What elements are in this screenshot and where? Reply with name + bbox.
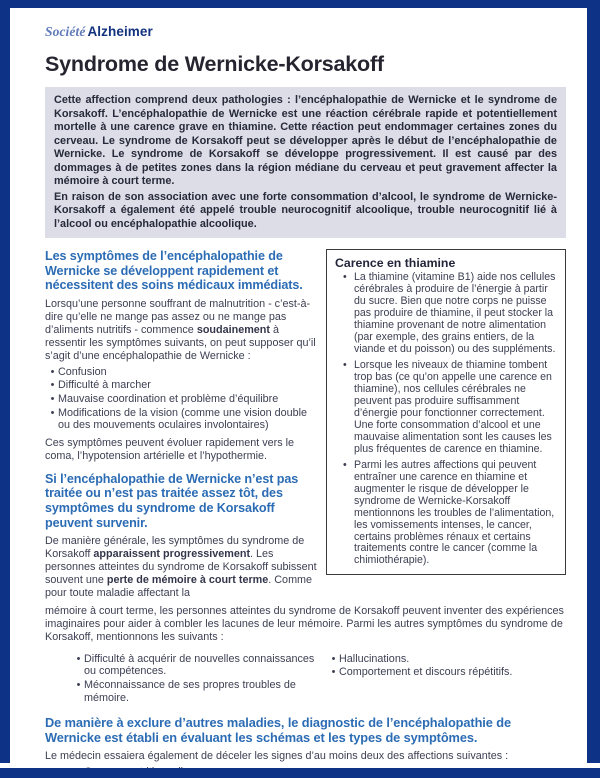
text-segment: . Comme pour toute maladie affectant la <box>45 573 313 599</box>
symptom-column-left <box>73 653 328 706</box>
bullet-icon: • <box>331 666 336 679</box>
list-item <box>73 679 328 704</box>
thiamine-box <box>326 249 566 575</box>
emphasized-text: perte de mémoire à court terme <box>106 573 269 586</box>
bullet-icon: • <box>343 271 347 284</box>
bullet-icon: • <box>76 678 81 691</box>
symptom-column-right <box>328 653 566 706</box>
thiamine-box-title: Carence en thiamine <box>335 256 456 271</box>
bullet-icon: • <box>343 458 347 471</box>
list-item <box>47 366 317 379</box>
thiamine-list <box>335 272 557 567</box>
bullet-text: Confusion <box>58 365 107 378</box>
page-content <box>10 8 587 763</box>
bullet-text: Mauvaise coordination et problème d’équilibre <box>58 392 279 405</box>
bullet-icon: • <box>343 358 347 371</box>
intro-box <box>45 87 566 238</box>
list-item <box>343 360 557 456</box>
bullet-text: Modifications de la vision (comme une vision double ou des mouvements oculaires involontaires) <box>58 406 308 432</box>
list-item <box>343 272 557 356</box>
bullet-text: Difficulté à marcher <box>58 379 151 392</box>
bullet-text: Hallucinations. <box>339 652 410 665</box>
wernicke-symptom-list <box>47 366 317 432</box>
list-item <box>47 407 317 432</box>
bullet-text: Lorsque les niveaux de thiamine tombent trop bas (ce qu’on appelle une carence en thiamine), nos cellules cérébrales ne peuvent pas produire suffisamment d’énergie pour fonctionner correctement. Une forte consommation d’alcool et une mauvaise alimentation sont les causes les plus fréquentes de carence en thiamine. <box>354 358 552 455</box>
section-heading-korsakoff: Si l’encéphalopathie de Wernicke n’est pas traitée ou n’est pas traitée assez tôt, des symptômes du syndrome de Korsakoff peuvent survenir. <box>45 471 299 530</box>
bullet-text: Parmi les autres affections qui peuvent entraîner une carence en thiamine et augmenter le risque de développer le syndrome de Wernicke-Korsakoff mentionnons les troubles de l’alimentation, les vomissements intenses, le cancer, certains problèmes rénaux et certains traitements contre le cancer (comme la chimiothérapie). <box>354 458 555 567</box>
body-paragraph-korsakoff <box>45 535 317 600</box>
page-frame-left <box>0 0 10 763</box>
list-item <box>47 379 317 392</box>
bullet-text: Comportement et discours répétitifs. <box>339 666 513 679</box>
page-frame-right <box>587 0 600 763</box>
bullet-text: Méconnaissance de ses propres troubles de mémoire. <box>84 678 296 704</box>
bullet-text: Difficulté à acquérir de nouvelles connaissances ou compétences. <box>84 652 315 678</box>
bullet-text: La thiamine (vitamine B1) aide nos cellules cérébrales à produire de l’énergie à partir du sucre. Bien que notre corps ne puisse pas produire de thiamine, il peut stocker la thiamine provenant de notre alimentation (par exemple, des grains entiers, de la viande et du poisson) ou des suppléments. <box>354 271 556 355</box>
text-segment: . Les personnes atteintes du syndrome de Korsakoff subissent souvent une <box>45 548 317 586</box>
intro-paragraph-1: Cette affection comprend deux pathologies : l’encéphalopathie de Wernicke et le syndrome de Korsakoff. L’encéphalopathie de Wernicke est une réaction cérébrale rapide et potentiellement mortelle à une carence grave en thiamine. Cette réaction peut endommager certaines zones du cerveau. Le syndrome de Korsakoff peut se développer après le début de l’encéphalopathie de Wernicke. Le syndrome de Korsakoff se développe progressivement. Il est causé par des dommages à de petites zones dans la région médiane du cerveau et peut gravement affecter la mémoire à court terme. <box>54 94 557 188</box>
page-frame-top <box>0 0 600 8</box>
two-column-section <box>45 249 566 600</box>
emphasized-text: soudainement <box>196 323 271 336</box>
text-segment: Lorsqu’une personne souffrant de malnutrition - c’est-à-dire qu’elle ne mange pas assez ou ne mange pas d’aliments nutritifs - commence <box>45 297 311 336</box>
bullet-icon: • <box>76 652 81 665</box>
bullet-icon: • <box>331 652 336 665</box>
bullet-icon: • <box>50 392 55 405</box>
bullet-icon: • <box>50 379 55 392</box>
text-segment: à ressentir les symptômes suivants, on peut supposer qu’il s’agit d’une encéphalopathie de Wernicke : <box>45 323 316 362</box>
list-item <box>73 653 328 678</box>
logo-alzheimer-text: Alzheimer <box>87 24 153 39</box>
society-logo <box>45 24 566 40</box>
page-title: Syndrome de Wernicke-Korsakoff <box>45 52 384 76</box>
footer-bar <box>0 768 600 778</box>
continuation-paragraph: mémoire à court terme, les personnes atteintes du syndrome de Korsakoff peuvent inventer des expériences imaginaires pour aider à combler les lacunes de leur mémoire. Parmi les autres symptômes du syndrome de Korsakoff, mentionnons les suivants : <box>45 604 564 643</box>
diagnosis-paragraph: Le médecin essaiera également de déceler les signes d’au moins deux des affections suivantes : <box>45 749 509 762</box>
list-item <box>343 460 557 568</box>
korsakoff-symptom-columns <box>73 653 566 706</box>
list-item <box>47 393 317 406</box>
emphasized-text: apparaissent progressivement <box>93 548 251 561</box>
bullet-icon: • <box>50 365 55 378</box>
section-heading-diagnosis: De manière à exclure d’autres maladies, le diagnostic de l’encéphalopathie de Wernicke est établi en évaluant les schémas et les types de symptômes. <box>45 715 511 746</box>
bullet-icon: • <box>50 406 55 419</box>
logo-societe-text: Société <box>45 24 86 39</box>
section-heading-wernicke-symptoms: Les symptômes de l’encéphalopathie de Wernicke se développent rapidement et nécessitent des soins médicaux immédiats. <box>45 249 303 293</box>
body-paragraph-evolution: Ces symptômes peuvent évoluer rapidement vers le coma, l’hypotension artérielle et l’hypothermie. <box>45 436 295 462</box>
text-segment: De manière générale, les symptômes du syndrome de Korsakoff <box>45 535 305 561</box>
body-paragraph-malnutrition <box>45 298 317 363</box>
intro-paragraph-2: En raison de son association avec une forte consommation d’alcool, le syndrome de Wernicke-Korsakoff a également été appelé trouble neurocognitif alcoolique, trouble neurocognitif lié à l’alcool ou encéphalopathie alcoolique. <box>54 190 557 230</box>
left-column <box>45 249 317 600</box>
right-column <box>326 249 566 600</box>
list-item <box>328 653 566 666</box>
list-item <box>328 666 566 679</box>
